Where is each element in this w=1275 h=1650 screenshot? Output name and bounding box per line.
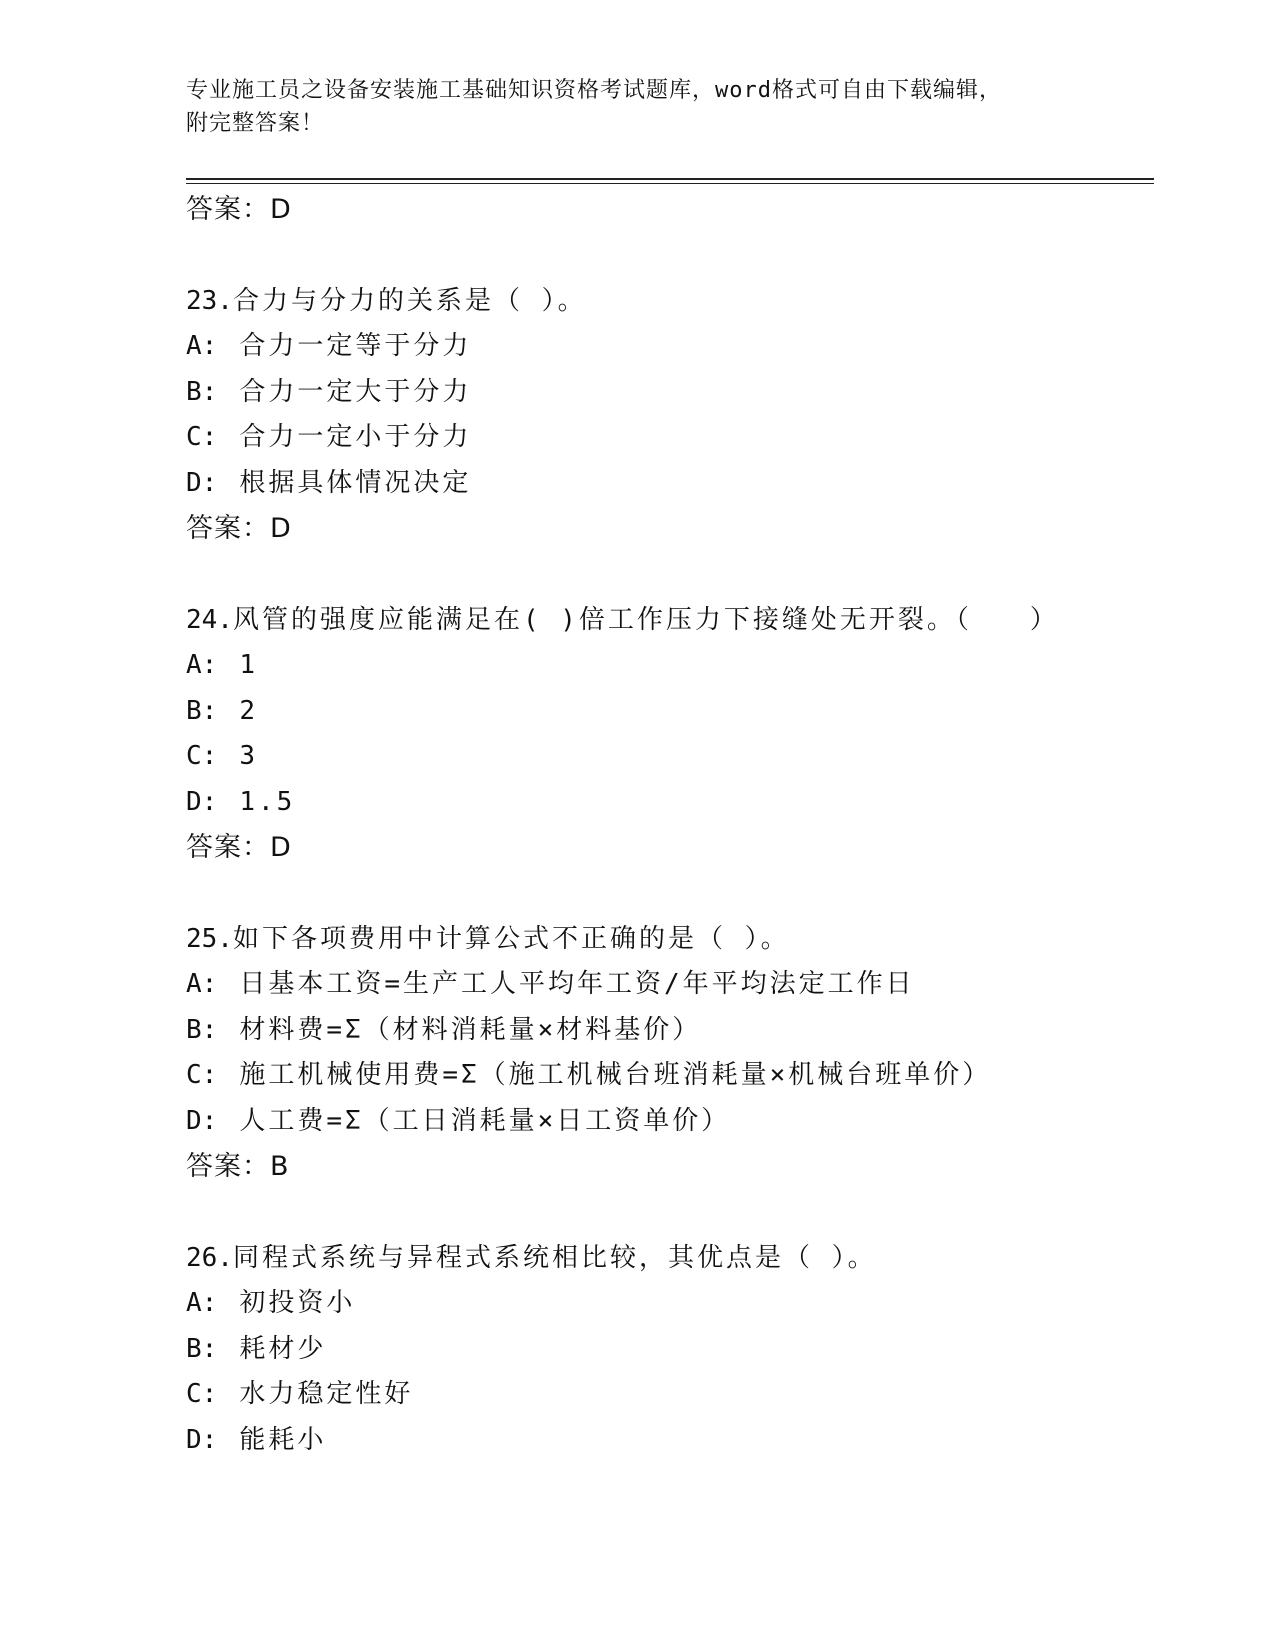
option-text: 3 bbox=[239, 741, 258, 771]
option-b bbox=[186, 1008, 1146, 1054]
header-line-1: 专业施工员之设备安装施工基础知识资格考试题库，word格式可自由下载编辑， bbox=[186, 78, 1002, 103]
option-text: 材料费=Σ（材料消耗量×材料基价） bbox=[239, 1014, 702, 1045]
question-stem bbox=[186, 598, 1146, 644]
question-stem bbox=[186, 1236, 1146, 1282]
option-key: D: bbox=[186, 1424, 218, 1455]
option-key: A: bbox=[186, 969, 218, 999]
option-key: D: bbox=[186, 786, 218, 817]
option-key: B: bbox=[186, 1333, 218, 1364]
header-line-2: 附完整答案！ bbox=[186, 111, 325, 136]
header-divider-thin bbox=[186, 183, 1154, 184]
option-b bbox=[186, 370, 1146, 416]
option-c bbox=[186, 1372, 1146, 1418]
header-divider-thick bbox=[186, 178, 1154, 180]
question-block bbox=[186, 279, 1146, 552]
option-key: C: bbox=[186, 741, 218, 771]
document-header bbox=[186, 74, 1086, 140]
option-b bbox=[186, 689, 1146, 735]
option-key: C: bbox=[186, 422, 218, 452]
question-number: 24. bbox=[186, 604, 233, 635]
option-text: 耗材少 bbox=[239, 1333, 327, 1364]
option-key: B: bbox=[186, 695, 218, 726]
option-key: B: bbox=[186, 376, 218, 407]
answer-line: 答案：D bbox=[186, 513, 292, 544]
option-key: C: bbox=[186, 1060, 218, 1090]
option-d bbox=[186, 780, 1146, 826]
option-key: A: bbox=[186, 331, 218, 361]
option-text: 人工费=Σ（工日消耗量×日工资单价） bbox=[239, 1105, 731, 1136]
option-text: 初投资小 bbox=[239, 1288, 356, 1318]
option-text: 能耗小 bbox=[239, 1424, 327, 1455]
option-d bbox=[186, 1418, 1146, 1464]
option-a bbox=[186, 643, 1146, 689]
question-number: 26. bbox=[186, 1242, 233, 1273]
question-text: 如下各项费用中计算公式不正确的是（ ）。 bbox=[232, 923, 790, 954]
option-key: D: bbox=[186, 1105, 218, 1136]
option-key: B: bbox=[186, 1014, 218, 1045]
question-block bbox=[186, 917, 1146, 1190]
answer-line: 答案：D bbox=[186, 194, 292, 225]
question-stem bbox=[186, 279, 1146, 325]
question-number: 23. bbox=[186, 285, 233, 316]
option-text: 水力稳定性好 bbox=[239, 1379, 414, 1409]
option-text: 施工机械使用费=Σ（施工机械台班消耗量×机械台班单价） bbox=[239, 1060, 992, 1090]
question-number: 25. bbox=[186, 923, 233, 954]
option-a bbox=[186, 962, 1146, 1008]
option-text: 合力一定等于分力 bbox=[239, 331, 472, 361]
option-c bbox=[186, 1053, 1146, 1099]
option-key: C: bbox=[186, 1379, 218, 1409]
question-text: 同程式系统与异程式系统相比较，其优点是（ ）。 bbox=[232, 1242, 877, 1273]
question-list bbox=[186, 187, 1146, 1463]
option-key: A: bbox=[186, 650, 218, 680]
option-text: 1 bbox=[239, 650, 258, 680]
spacer bbox=[186, 1190, 1146, 1236]
question-block bbox=[186, 1236, 1146, 1464]
answer-line: 答案：D bbox=[186, 832, 292, 863]
answer-line: 答案：B bbox=[186, 1151, 290, 1182]
question-text: 风管的强度应能满足在( )倍工作压力下接缝处无开裂。（ ） bbox=[232, 604, 1059, 635]
spacer bbox=[186, 233, 1146, 279]
option-text: 2 bbox=[239, 695, 258, 726]
option-text: 1.5 bbox=[239, 786, 296, 817]
option-c bbox=[186, 415, 1146, 461]
option-key: A: bbox=[186, 1288, 218, 1318]
option-d bbox=[186, 1099, 1146, 1145]
option-d bbox=[186, 461, 1146, 507]
option-text: 合力一定大于分力 bbox=[239, 376, 472, 407]
option-c bbox=[186, 734, 1146, 780]
option-b bbox=[186, 1327, 1146, 1373]
option-key: D: bbox=[186, 467, 218, 498]
option-text: 日基本工资=生产工人平均年工资/年平均法定工作日 bbox=[239, 969, 915, 999]
question-block bbox=[186, 598, 1146, 871]
question-text: 合力与分力的关系是（ ）。 bbox=[232, 285, 587, 316]
option-text: 根据具体情况决定 bbox=[239, 467, 472, 498]
question-stem bbox=[186, 917, 1146, 963]
option-a bbox=[186, 324, 1146, 370]
spacer bbox=[186, 871, 1146, 917]
spacer bbox=[186, 552, 1146, 598]
option-text: 合力一定小于分力 bbox=[239, 422, 472, 452]
option-a bbox=[186, 1281, 1146, 1327]
